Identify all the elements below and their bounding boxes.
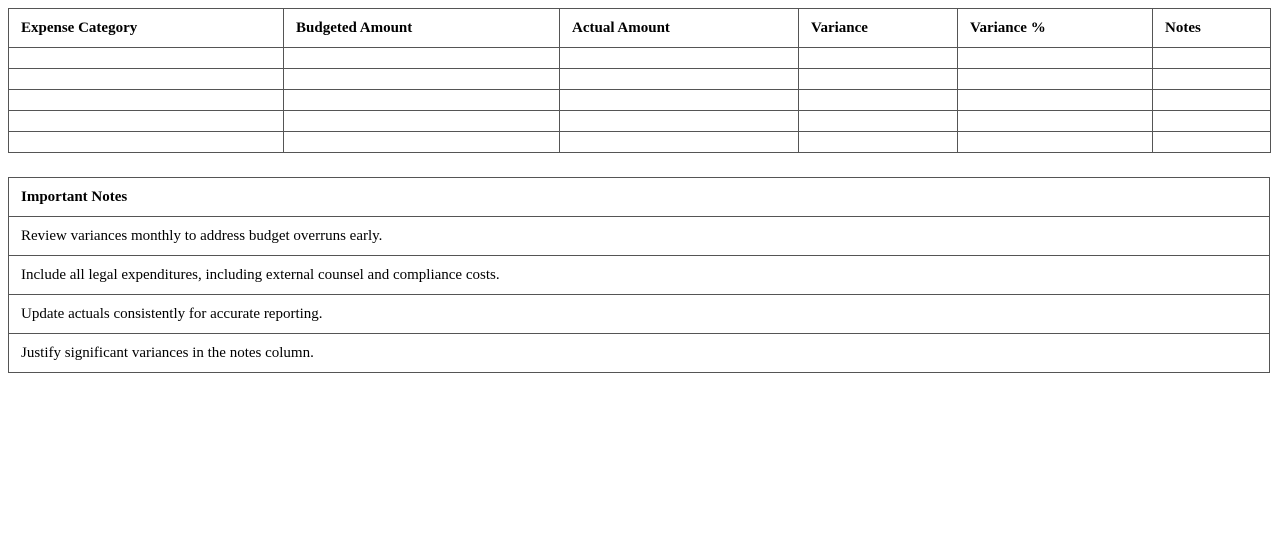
cell-variance-percent[interactable] — [958, 90, 1153, 111]
cell-actual-amount[interactable] — [560, 48, 799, 69]
important-notes-table — [8, 177, 1270, 373]
note-item: Justify significant variances in the notes column. — [9, 334, 1270, 373]
cell-variance[interactable] — [799, 111, 958, 132]
notes-header-row — [9, 178, 1270, 217]
cell-budgeted-amount[interactable] — [284, 90, 560, 111]
notes-title: Important Notes — [9, 178, 1270, 217]
note-item: Review variances monthly to address budget overruns early. — [9, 217, 1270, 256]
table-row — [9, 69, 1271, 90]
cell-variance[interactable] — [799, 69, 958, 90]
cell-variance[interactable] — [799, 48, 958, 69]
table-row — [9, 132, 1271, 153]
cell-variance-percent[interactable] — [958, 111, 1153, 132]
note-row — [9, 256, 1270, 295]
table-row — [9, 48, 1271, 69]
cell-budgeted-amount[interactable] — [284, 69, 560, 90]
cell-variance-percent[interactable] — [958, 69, 1153, 90]
cell-variance-percent[interactable] — [958, 48, 1153, 69]
cell-actual-amount[interactable] — [560, 111, 799, 132]
cell-expense-category[interactable] — [9, 69, 284, 90]
cell-expense-category[interactable] — [9, 132, 284, 153]
cell-actual-amount[interactable] — [560, 132, 799, 153]
cell-notes[interactable] — [1153, 132, 1271, 153]
cell-actual-amount[interactable] — [560, 90, 799, 111]
cell-budgeted-amount[interactable] — [284, 111, 560, 132]
note-row — [9, 295, 1270, 334]
note-item: Update actuals consistently for accurate reporting. — [9, 295, 1270, 334]
note-item: Include all legal expenditures, including external counsel and compliance costs. — [9, 256, 1270, 295]
cell-budgeted-amount[interactable] — [284, 48, 560, 69]
header-expense-category: Expense Category — [9, 9, 284, 48]
expense-table-header-row — [9, 9, 1271, 48]
cell-actual-amount[interactable] — [560, 69, 799, 90]
cell-notes[interactable] — [1153, 90, 1271, 111]
header-actual-amount: Actual Amount — [560, 9, 799, 48]
cell-variance[interactable] — [799, 132, 958, 153]
cell-variance[interactable] — [799, 90, 958, 111]
table-row — [9, 90, 1271, 111]
cell-notes[interactable] — [1153, 111, 1271, 132]
header-notes: Notes — [1153, 9, 1271, 48]
cell-variance-percent[interactable] — [958, 132, 1153, 153]
note-row — [9, 334, 1270, 373]
header-budgeted-amount: Budgeted Amount — [284, 9, 560, 48]
cell-notes[interactable] — [1153, 69, 1271, 90]
cell-budgeted-amount[interactable] — [284, 132, 560, 153]
expense-table — [8, 8, 1271, 153]
cell-notes[interactable] — [1153, 48, 1271, 69]
header-variance: Variance — [799, 9, 958, 48]
cell-expense-category[interactable] — [9, 111, 284, 132]
table-row — [9, 111, 1271, 132]
header-variance-percent: Variance % — [958, 9, 1153, 48]
cell-expense-category[interactable] — [9, 48, 284, 69]
cell-expense-category[interactable] — [9, 90, 284, 111]
note-row — [9, 217, 1270, 256]
